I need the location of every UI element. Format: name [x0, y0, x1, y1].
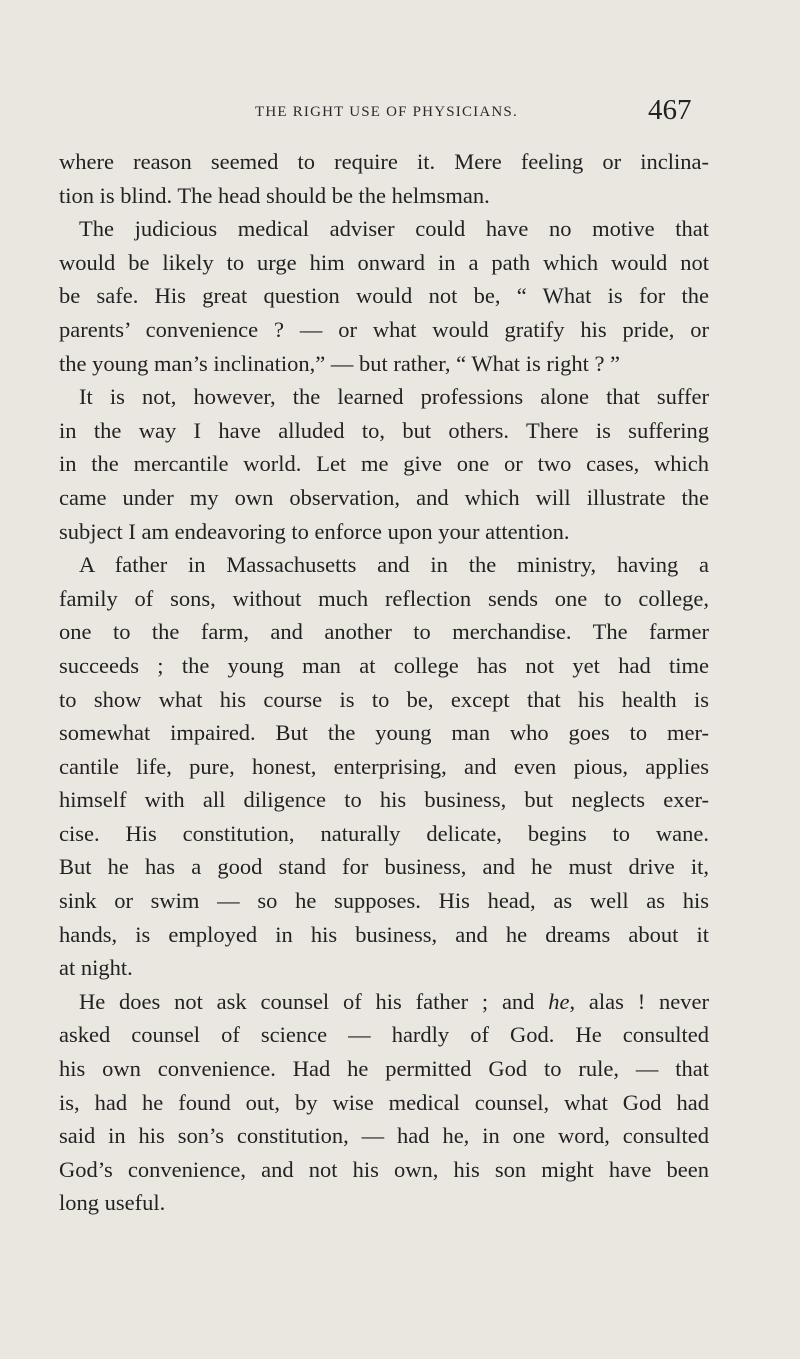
text-line: would be likely to urge him onward in a path which would not [59, 249, 709, 275]
text-line: hands, is employed in his business, and he dreams about it [59, 921, 709, 947]
text-line: the young man’s inclination,” — but rather, “ What is right ? ” [59, 350, 621, 376]
text-line: It is not, however, the learned professions alone that suffer [79, 384, 709, 410]
text-line: He does not ask counsel of his father ; and he, alas ! never [79, 988, 709, 1014]
text-line: family of sons, without much reflection sends one to college, [59, 585, 709, 611]
body-text [59, 145, 709, 1220]
text-line: The judicious medical adviser could have no motive that [79, 216, 709, 242]
text-line: is, had he found out, by wise medical counsel, what God had [59, 1089, 709, 1115]
text-line: cantile life, pure, honest, enterprising, and even pious, applies [59, 753, 709, 779]
text-line: his own convenience. Had he permitted God to rule, — that [59, 1056, 709, 1082]
text-line: God’s convenience, and not his own, his son might have been [59, 1156, 709, 1182]
text-line: parents’ convenience ? — or what would gratify his pride, or [59, 316, 709, 342]
running-head: THE RIGHT USE OF PHYSICIANS. [255, 104, 518, 120]
text-line: himself with all diligence to his business, but neglects exer- [59, 787, 709, 813]
page-number: 467 [648, 94, 692, 126]
text-line: somewhat impaired. But the young man who goes to mer- [59, 720, 709, 746]
text-line: in the way I have alluded to, but others. There is suffering [59, 417, 709, 443]
text-line: subject I am endeavoring to enforce upon your attention. [59, 518, 570, 544]
text-line: But he has a good stand for business, and he must drive it, [59, 854, 709, 880]
text-line: at night. [59, 955, 133, 981]
text-line: A father in Massachusetts and in the ministry, having a [79, 552, 709, 578]
text-line: in the mercantile world. Let me give one or two cases, which [59, 451, 709, 477]
text-line: sink or swim — so he supposes. His head, as well as his [59, 888, 709, 914]
text-line: succeeds ; the young man at college has not yet had time [59, 652, 709, 678]
text-line: one to the farm, and another to merchandise. The farmer [59, 619, 709, 645]
text-line: came under my own observation, and which will illustrate the [59, 484, 709, 510]
text-line: to show what his course is to be, except that his health is [59, 686, 709, 712]
text-line: said in his son’s constitution, — had he, in one word, consulted [59, 1123, 709, 1149]
text-line: cise. His constitution, naturally delicate, begins to wane. [59, 820, 709, 846]
text-line: where reason seemed to require it. Mere feeling or inclina- [59, 149, 709, 174]
text-line: tion is blind. The head should be the helmsman. [59, 182, 490, 208]
text-line: long useful. [59, 1190, 166, 1216]
text-line: asked counsel of science — hardly of God. He consulted [59, 1022, 709, 1048]
text-line: be safe. His great question would not be, “ What is for the [59, 283, 709, 309]
